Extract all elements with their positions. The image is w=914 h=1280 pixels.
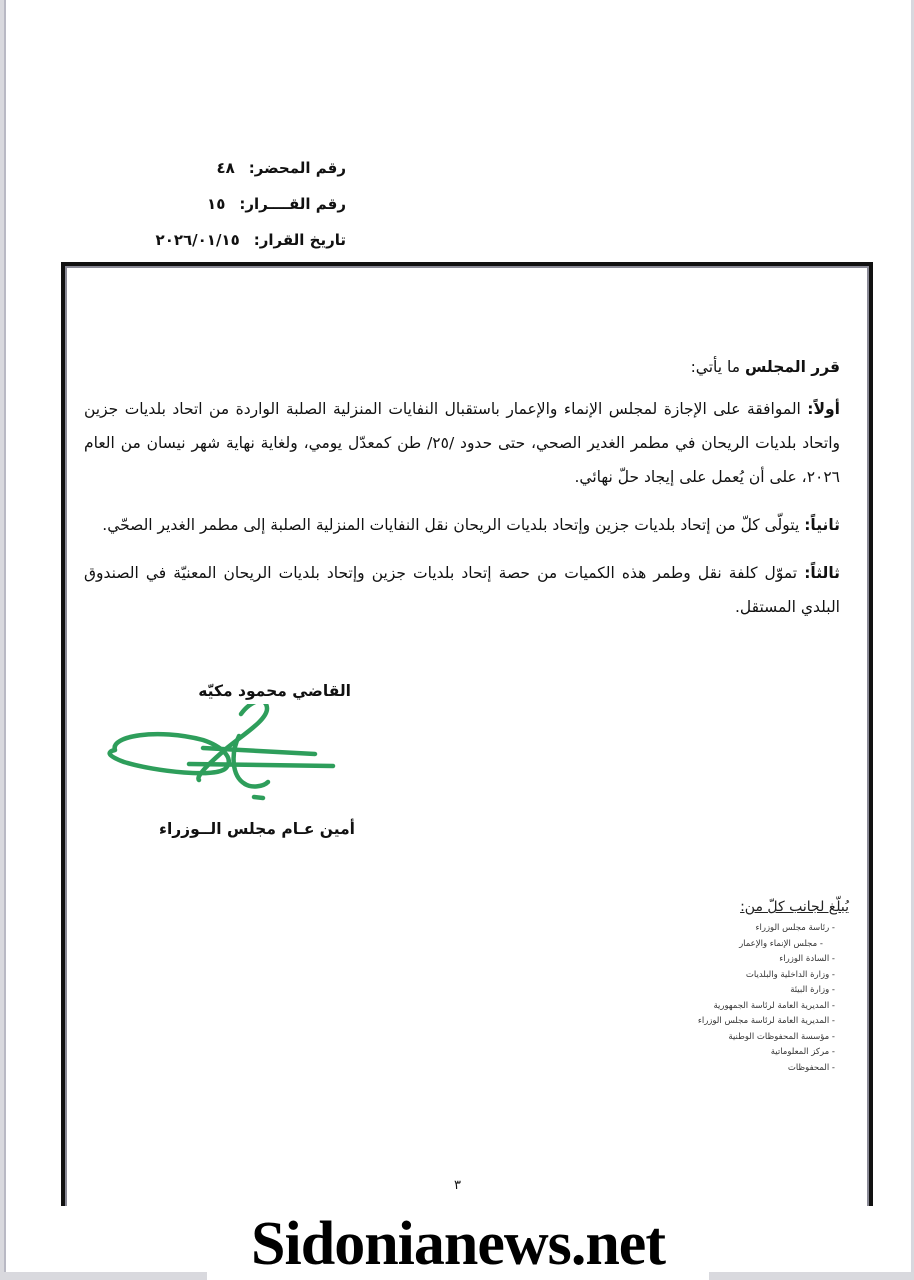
decision-intro bbox=[84, 350, 840, 384]
clause-first-lead: أولاً: bbox=[807, 400, 840, 418]
minutes-number-row bbox=[96, 150, 346, 186]
intro-rest: ما يأتي: bbox=[690, 358, 745, 376]
distribution-item: - مركز المعلوماتية bbox=[770, 1047, 835, 1057]
distribution-title: يُبلّغ لجانب كلّ من: bbox=[740, 899, 849, 915]
distribution-item: - المديرية العامة لرئاسة مجلس الوزراء bbox=[697, 1016, 835, 1026]
clause-first bbox=[84, 392, 840, 494]
clause-third bbox=[84, 556, 840, 624]
decision-number-row bbox=[96, 186, 346, 222]
clause-second-text: يتولّى كلّ من إتحاد بلديات جزين وإتحاد بلديات الريحان نقل النفايات المنزلية الصلبة إلى مطمر الغدير الصحّي. bbox=[102, 516, 805, 534]
distribution-item: - المحفوظات bbox=[787, 1062, 835, 1073]
clause-second-lead: ثانياً: bbox=[804, 516, 840, 534]
decision-date-row bbox=[96, 222, 346, 258]
distribution-item: - رئاسة مجلس الوزراء bbox=[755, 923, 835, 933]
intro-bold: قرر المجلس bbox=[744, 358, 840, 376]
distribution-item: - المديرية العامة لرئاسة الجمهورية bbox=[713, 1000, 835, 1011]
handwritten-signature bbox=[101, 704, 351, 804]
decision-header bbox=[96, 150, 346, 258]
distribution-item: - السادة الوزراء bbox=[779, 954, 835, 964]
decision-date-value: ٢٠٢٦/٠١/١٥ bbox=[155, 231, 240, 249]
page-number: ٣ bbox=[454, 1178, 461, 1193]
minutes-number-value: ٤٨ bbox=[216, 159, 235, 177]
clause-third-text: تموّل كلفة نقل وطمر هذه الكميات من حصة إتحاد بلديات جزين وإتحاد بلديات الريحان المعنيّة في الصندوق البلدي المستقل. bbox=[84, 564, 840, 616]
decision-number-label: رقم القــــرار: bbox=[239, 195, 346, 213]
clause-first-text: الموافقة على الإجازة لمجلس الإنماء والإعمار باستقبال النفايات المنزلية الصلبة الواردة من اتحاد بلديات جزين واتحاد بلديات الريحان في مطمر الغدير الصحي، حتى حدود /٢٥/ طن كمعدّل يومي، ولغاية نهاية شهر نيسان من العام ٢٠٢٦، على أن يُعمل على إيجاد حلّ نهائي. bbox=[84, 400, 840, 486]
clause-second bbox=[84, 508, 840, 542]
watermark-banner bbox=[207, 1207, 709, 1280]
distribution-list bbox=[629, 897, 849, 1076]
decision-body bbox=[84, 350, 840, 638]
decision-number-value: ١٥ bbox=[207, 195, 226, 213]
decision-date-label: تاريخ القرار: bbox=[253, 231, 346, 249]
distribution-item: - مؤسسة المحفوظات الوطنية bbox=[728, 1031, 835, 1042]
distribution-item: - وزارة الداخلية والبلديات bbox=[745, 969, 835, 980]
watermark-text: Sidonianews.net bbox=[251, 1210, 665, 1278]
distribution-item: - مجلس الإنماء والإعمار bbox=[739, 938, 823, 949]
signer-title: أمين عـام مجلس الــوزراء bbox=[159, 820, 355, 838]
clause-third-lead: ثالثاً: bbox=[804, 564, 840, 582]
document-page bbox=[4, 0, 913, 1272]
signer-name: القاضي محمود مكيّه bbox=[198, 682, 351, 700]
distribution-item: - وزارة البيئة bbox=[790, 985, 835, 995]
signature-block bbox=[101, 680, 371, 840]
minutes-number-label: رقم المحضر: bbox=[248, 159, 346, 177]
